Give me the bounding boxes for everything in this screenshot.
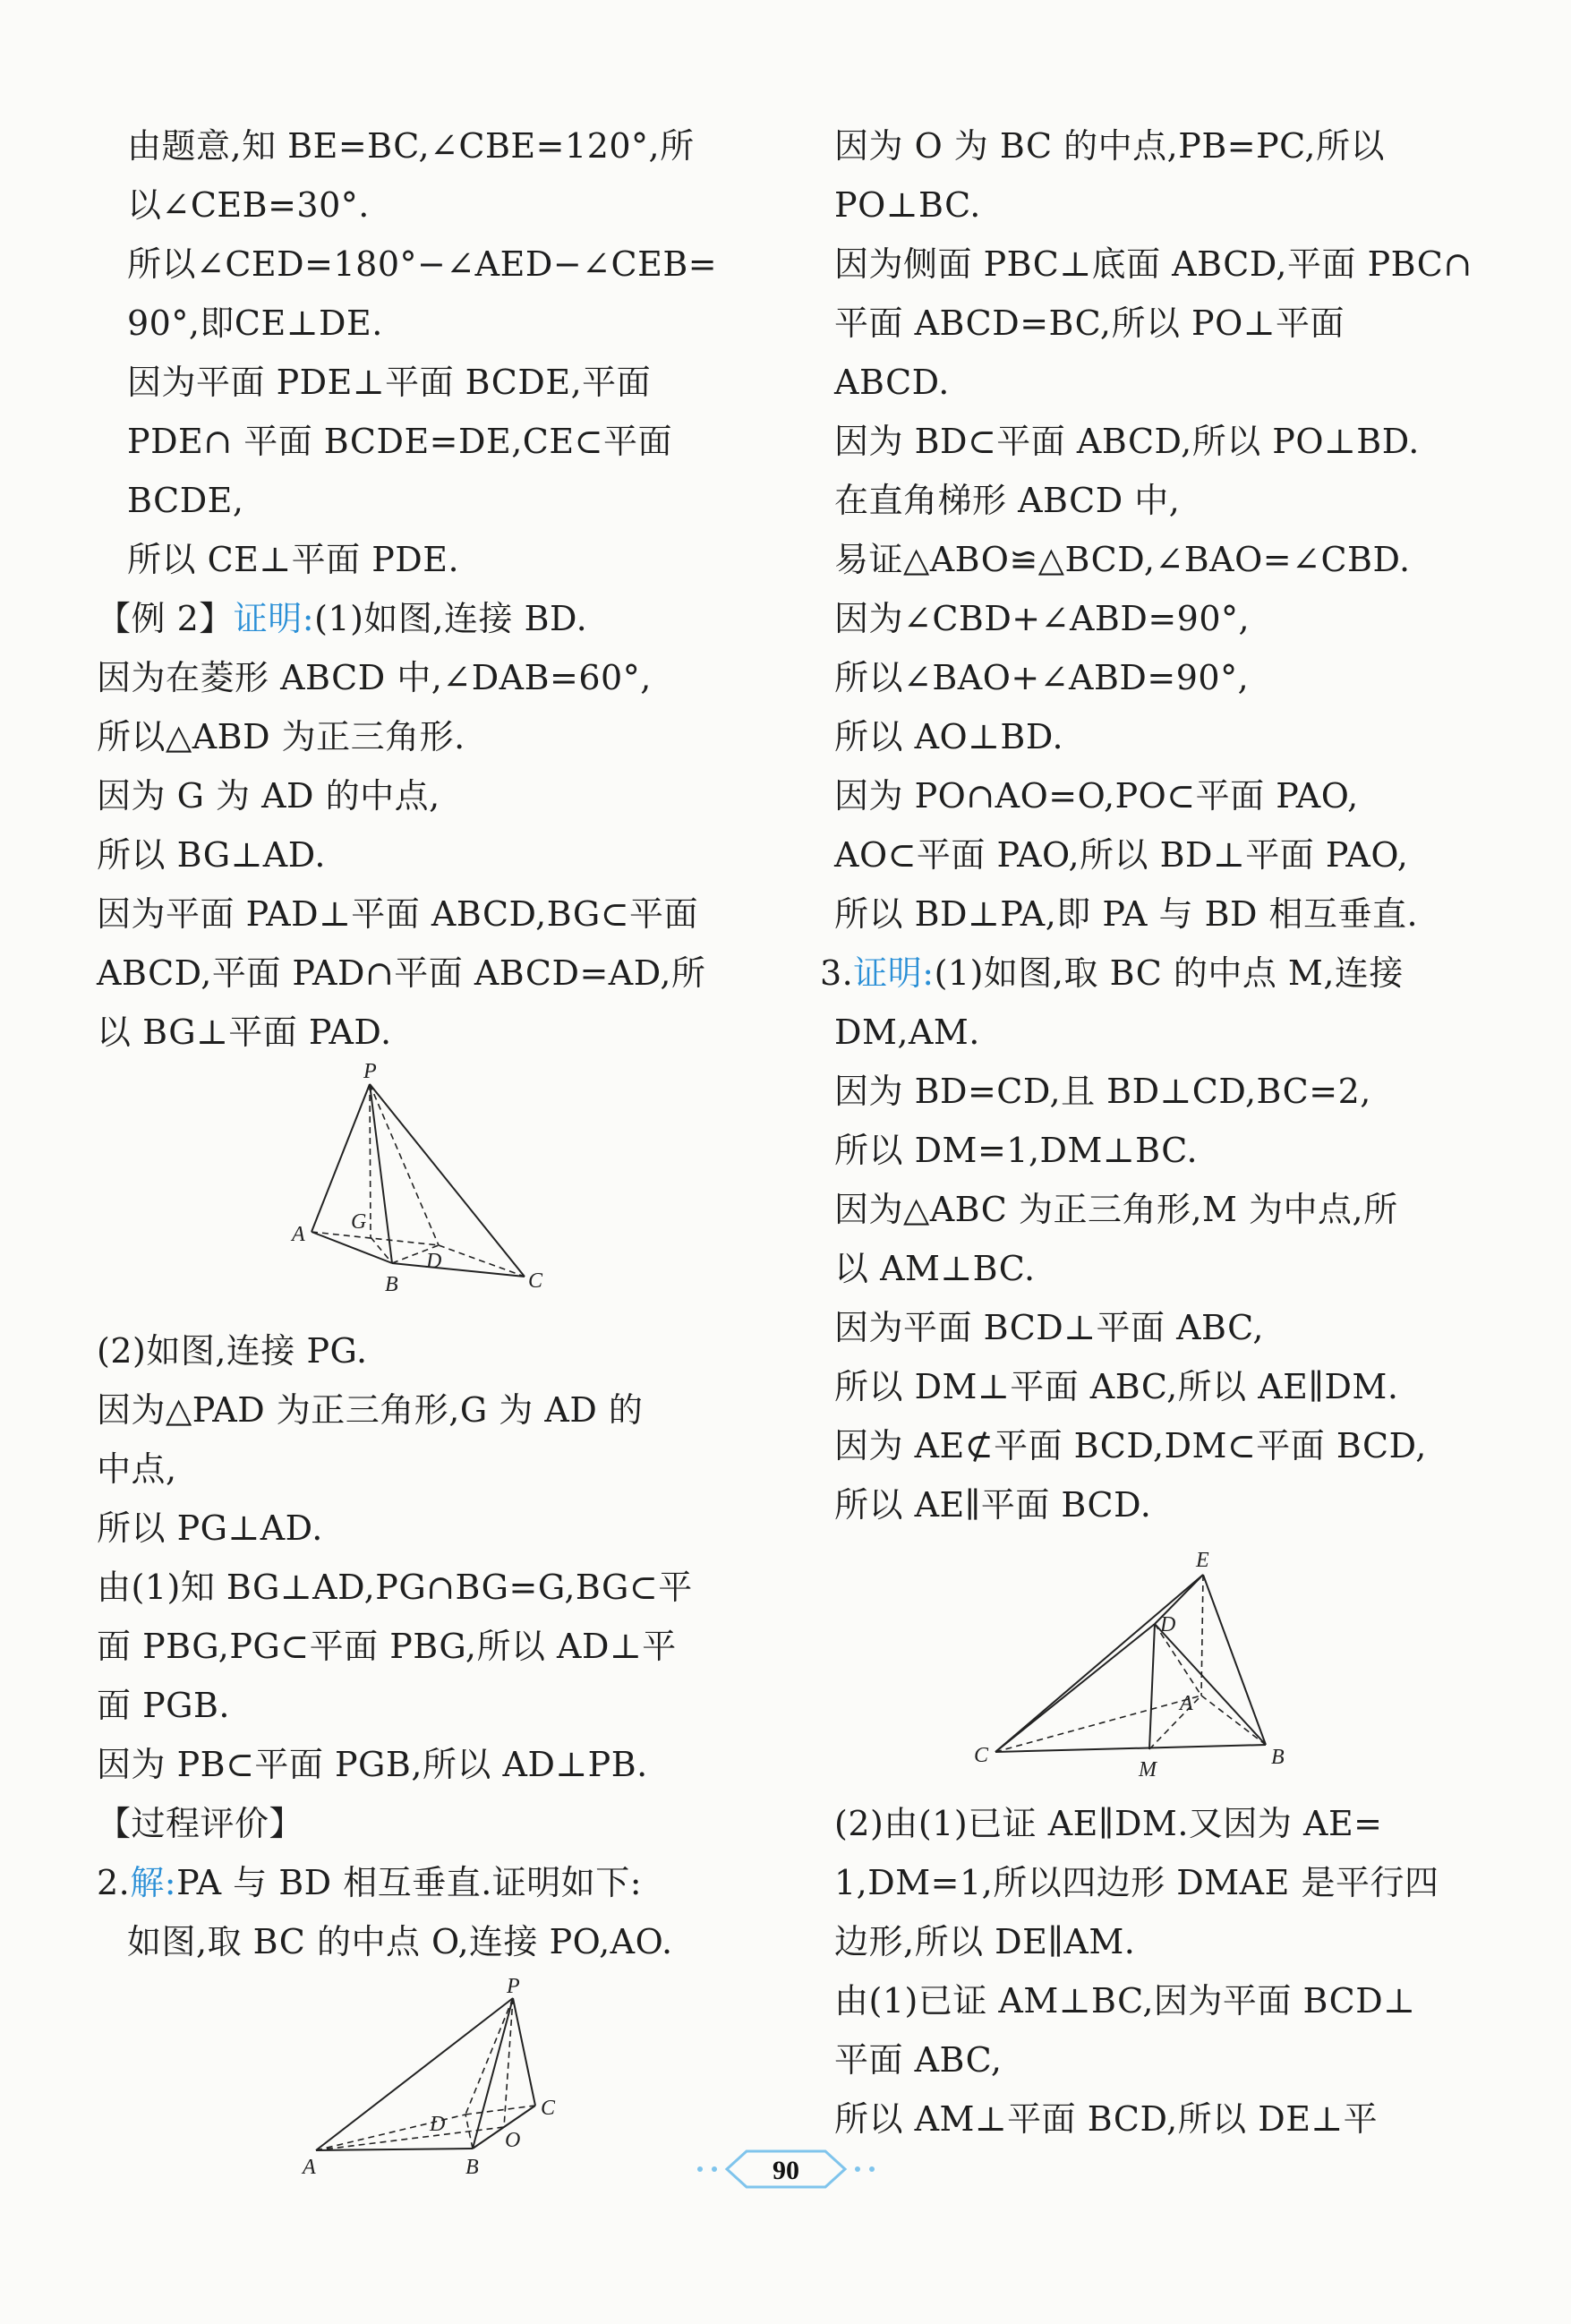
text-line: 由题意,知 BE=BC,∠CBE=120°,所 [127,126,695,166]
edge-cd [995,1624,1155,1752]
text-line: 因为侧面 PBC⊥底面 ABCD,平面 PBC∩ [834,244,1473,284]
label-b: B [1271,1746,1285,1769]
page-number-block [0,2144,1571,2198]
text-line: 因为 BD⊂平面 ABCD,所以 PO⊥BD. [834,422,1420,461]
text-line: 1,DM=1,所以四边形 DMAE 是平行四 [834,1863,1439,1902]
text-line: 由(1)知 BG⊥AD,PG∩BG=G,BG⊂平 [97,1568,693,1607]
question-3-heading [820,944,1452,1003]
text-line: AO⊂平面 PAO,所以 BD⊥平面 PAO, [834,835,1409,875]
ornament-dot-icon [697,2166,703,2172]
ornament-dot-icon [712,2166,717,2172]
text-line: ABCD,平面 PAD∩平面 ABCD=AD,所 [97,953,706,993]
proof-label: 证明: [233,599,315,638]
edge-pc [370,1084,525,1277]
label-a: A [303,2156,316,2179]
label-p: P [363,1062,377,1083]
text-line: 平面 ABC, [834,2040,1003,2080]
text-line: 平面 ABCD=BC,所以 PO⊥平面 [834,303,1345,343]
edge-db [1155,1624,1266,1745]
text-line: 边形,所以 DE∥AM. [834,1922,1136,1961]
paragraph-lb [97,648,741,1062]
label-o: O [505,2129,521,2152]
text-line: 在直角梯形 ABCD 中, [834,481,1181,520]
text-line: 所以△ABD 为正三角形. [97,717,465,756]
paragraph-rb [834,1003,1452,1534]
section-heading: 【过程评价】 [97,1804,304,1843]
figure-pyramid-pabcd [97,1062,741,1321]
text-line: 由(1)已证 AM⊥BC,因为平面 BCD⊥ [834,1981,1416,2021]
edge-cb [995,1745,1266,1752]
text-line: 所以 BD⊥PA,即 PA 与 BD 相互垂直. [834,894,1419,934]
text-line: 所以 DM=1,DM⊥BC. [834,1131,1199,1170]
question-text: (1)如图,取 BC 的中点 M,连接 [934,953,1404,993]
edge-pb [370,1084,392,1263]
text-line: 所以 AE∥平面 BCD. [834,1485,1152,1525]
text-line: 因为 BD=CD,且 BD⊥CD,BC=2, [834,1072,1371,1111]
text-line: BCDE, [127,481,244,520]
label-b: B [385,1273,398,1296]
ornament-dot-icon [855,2166,860,2172]
text-line: 所以 AO⊥BD. [834,717,1064,756]
paragraph-la [97,116,741,589]
label-a: A [292,1223,305,1246]
edge-pa [316,1998,513,2150]
text-line: DM,AM. [834,1012,980,1052]
label-m: M [1139,1758,1157,1781]
segment-ma [1149,1696,1201,1749]
paragraph-lc [97,1321,741,1794]
ornament-dot-icon [869,2166,875,2172]
text-line: 所以 BG⊥AD. [97,835,326,875]
text-line: 90°,即CE⊥DE. [127,303,383,343]
label-c: C [974,1744,989,1767]
label-a: A [1180,1692,1193,1715]
text-line: 因为 PO∩AO=O,PO⊂平面 PAO, [834,776,1359,816]
label-p: P [507,1975,520,1998]
label-e: E [1196,1549,1209,1572]
text-line: 因为平面 PDE⊥平面 BCDE,平面 [127,363,652,402]
question-number: 2. [97,1863,131,1902]
text-line: PDE∩ 平面 BCDE=DE,CE⊂平面 [127,422,672,461]
example-2-heading [97,589,741,648]
label-d: D [426,1250,442,1273]
question-text: PA 与 BD 相互垂直.证明如下: [176,1863,643,1902]
text-line: 因为△PAD 为正三角形,G 为 AD 的 [97,1390,644,1430]
segment-dm [1149,1624,1155,1749]
text-line: 因为平面 PAD⊥平面 ABCD,BG⊂平面 [97,894,699,934]
paragraph-rc [834,1794,1452,2149]
text-line: 以 BG⊥平面 PAD. [97,1012,392,1052]
question-number: 3. [820,953,854,993]
text-line: 因为 PB⊂平面 PGB,所以 AD⊥PB. [97,1745,648,1784]
text-line: ABCD. [834,363,950,402]
label-d: D [430,2113,446,2136]
text-line: (2)由(1)已证 AE∥DM.又因为 AE= [834,1804,1383,1843]
edge-ca [995,1696,1201,1752]
text-line: 如图,取 BC 的中点 O,连接 PO,AO. [127,1922,673,1961]
edge-eb [1203,1575,1266,1745]
left-column [97,116,741,2186]
page-number: 90 [772,2156,799,2185]
answer-label: 解: [130,1863,177,1902]
text-line: 以∠CEB=30°. [127,185,370,225]
text-line: PO⊥BC. [834,185,981,225]
example-text: (1)如图,连接 BD. [314,599,588,638]
segment-pg [370,1084,371,1237]
text-line: 中点, [97,1449,177,1489]
label-g: G [351,1210,367,1234]
edge-pc [513,1998,535,2106]
example-bracket: 【例 2】 [97,599,234,638]
text-line: 因为∠CBD+∠ABD=90°, [834,599,1251,638]
label-b: B [465,2156,479,2179]
text-line: 所以 DM⊥平面 ABC,所以 AE∥DM. [834,1367,1399,1406]
text-line: 面 PGB. [97,1686,231,1725]
text-line: 所以 CE⊥平面 PDE. [127,540,460,579]
text-line: (2)如图,连接 PG. [97,1331,368,1371]
figure-3-svg [834,1534,1452,1794]
label-c: C [528,1269,543,1293]
text-line: 易证△ABO≌△BCD,∠BAO=∠CBD. [834,540,1411,579]
question-2-heading [97,1853,741,1912]
text-line: 因为△ABC 为正三角形,M 为中点,所 [834,1190,1398,1229]
figure-1-svg [97,1062,741,1321]
right-column [820,116,1473,2149]
proof-label: 证明: [853,953,935,993]
label-c: C [541,2097,556,2120]
text-line: 因为 AE⊄平面 BCD,DM⊂平面 BCD, [834,1426,1427,1465]
text-line: 因为平面 BCD⊥平面 ABC, [834,1308,1264,1347]
text-line: 因为 O 为 BC 的中点,PB=PC,所以 [834,126,1385,166]
text-line: 所以 AM⊥平面 BCD,所以 DE⊥平 [834,2099,1379,2139]
paragraph-ra [834,116,1473,944]
text-line: 因为在菱形 ABCD 中,∠DAB=60°, [97,658,652,697]
label-d: D [1160,1613,1176,1636]
text-line: 所以∠CED=180°−∠AED−∠CEB= [127,244,718,284]
text-line: 所以∠BAO+∠ABD=90°, [834,658,1250,697]
figure-tetrahedron-e [834,1534,1452,1794]
text-line: 所以 PG⊥AD. [97,1508,323,1548]
page-number-ornament [687,2144,884,2194]
text-line: 面 PBG,PG⊂平面 PBG,所以 AD⊥平 [97,1627,677,1666]
text-line: 以 AM⊥BC. [834,1249,1036,1288]
text-line: 因为 G 为 AD 的中点, [97,776,440,816]
